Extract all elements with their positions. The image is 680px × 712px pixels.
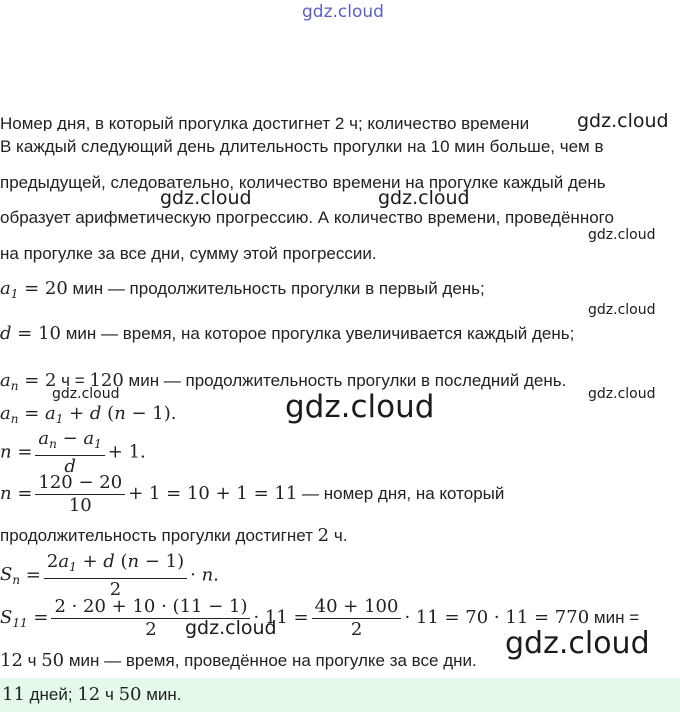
paragraph-line-2: предыдущей, следовательно, количество времени на прогулке каждый день xyxy=(0,173,606,192)
watermark: gdz.cloud xyxy=(577,110,669,132)
s11-result: 12 ч 50 мин — время, проведённое на прогулке за все дни. xyxy=(0,650,477,671)
watermark: gdz.cloud xyxy=(185,617,277,639)
formula-sn: $S_n$ = $\frac{2a_1 + d (n - 1)}{2}$ · n. xyxy=(0,551,219,600)
watermark: gdz.cloud xyxy=(588,227,656,243)
cut-line-text: Номер дня, в который прогулка достигнет 2 ч; количество времени xyxy=(0,114,530,131)
formula-n: n = $\frac{a_n - a_1}{d}$ + 1. xyxy=(0,428,146,477)
formula-an: $a_n = a_1 + d$ (n − 1). xyxy=(0,403,177,426)
watermark: gdz.cloud xyxy=(285,389,435,425)
formula-s11: $S_{11}$ = $\frac{2 \cdot 20 + 10 \cdot (11 - 1)}{2}$ · 11 = $\frac{40 + 100}{2}$ · 11 = 70 · 11 = 770 мин = xyxy=(0,596,640,640)
given-an: $a_n = 2$ ч = 120 мин — продолжительность прогулки в последний день. xyxy=(0,370,567,393)
watermark: gdz.cloud xyxy=(588,302,656,318)
answer-box xyxy=(0,678,680,712)
answer-text: 11 дней; 12 ч 50 мин. xyxy=(2,684,182,705)
formula-n-numeric: n = $\frac{120 - 20}{10}$ + 1 = 10 + 1 = 11 — номер дня, на который xyxy=(0,472,505,516)
paragraph-line-1: В каждый следующий день длительность прогулки на 10 мин больше, чем в xyxy=(0,137,604,156)
watermark: gdz.cloud xyxy=(160,187,252,209)
paragraph-line-3: образует арифметическую прогрессию. А количество времени, проведённого xyxy=(0,208,614,227)
watermark: gdz.cloud xyxy=(378,187,470,209)
n-result-continuation: продолжительность прогулки достигнет 2 ч. xyxy=(0,525,348,546)
watermark-top: gdz.cloud xyxy=(302,2,384,22)
given-a1: $a_1 = 20$ мин — продолжительность прогулки в первый день; xyxy=(0,278,485,301)
watermark: gdz.cloud xyxy=(52,386,120,402)
watermark: gdz.cloud xyxy=(505,626,650,661)
paragraph-line-4: на прогулке за все дни, сумму этой прогрессии. xyxy=(0,244,377,263)
watermark: gdz.cloud xyxy=(588,386,656,402)
given-d: d = 10 мин — время, на которое прогулка увеличивается каждый день; xyxy=(0,323,575,344)
